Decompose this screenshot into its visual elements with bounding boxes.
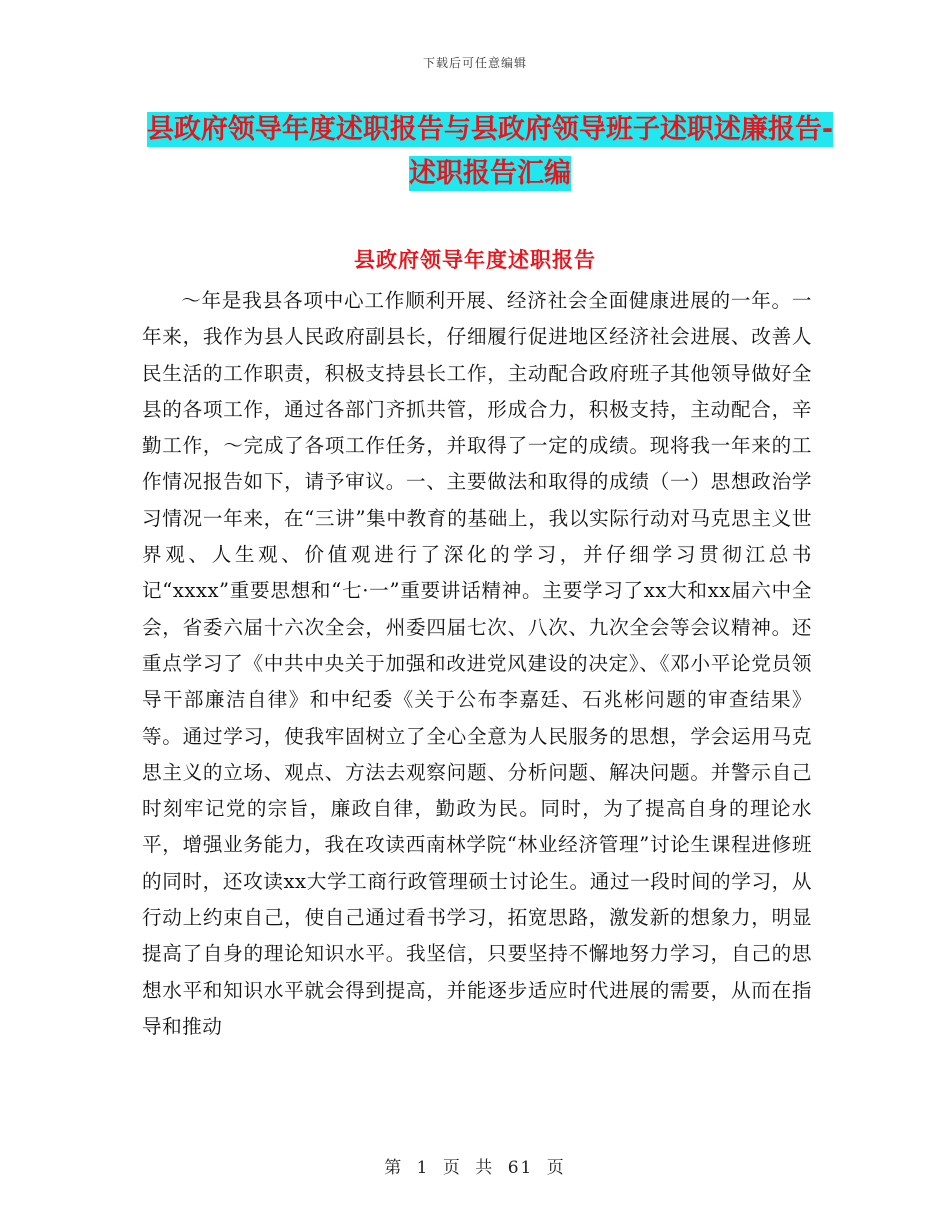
body-paragraph: ～年是我县各项中心工作顺利开展、经济社会全面健康进展的一年。一年来，我作为县人民政府副县长，仔细履行促进地区经济社会进展、改善人民生活的工作职责，积极支持县长工作，主动配合政府班子其他领导做好全县的各项工作，通过各部门齐抓共管，形成合力，积极支持，主动配合，辛勤工作，～完成了各项工作任务，并取得了一定的成绩。现将我一年来的工作情况报告如下，请予审议。一、主要做法和取得的成绩（一）思想政治学习情况一年来，在“三讲”集中教育的基础上，我以实际行动对马克思主义世界观、人生观、价值观进行了深化的学习，并仔细学习贯彻江总书记“xxxx”重要思想和“七·一”重要讲话精神。主要学习了xx大和xx届六中全会，省委六届十六次全会，州委四届七次、八次、九次全会等会议精神。还重点学习了《中共中央关于加强和改进党风建设的决定》、《邓小平论党员领导干部廉洁自律》和中纪委《关于公布李嘉廷、石兆彬问题的审查结果》等。通过学习，使我牢固树立了全心全意为人民服务的思想，学会运用马克思主义的立场、观点、方法去观察问题、分析问题、解决问题。并警示自己时刻牢记党的宗旨，廉政自律，勤政为民。同时，为了提高自身的理论水平，增强业务能力，我在攻读西南林学院“林业经济管理”讨论生课程进修班的同时，还攻读xx大学工商行政管理硕士讨论生。通过一段时间的学习，从行动上约束自己，使自己通过看书学习，拓宽思路，激发新的想象力，明显提高了自身的理论知识水平。我坚信，只要坚持不懈地努力学习，自己的思想水平和知识水平就会得到提高，并能逐步适应时代进展的需要，从而在指导和推动 (142, 289, 812, 1038)
header-note: 下载后可任意编辑 (422, 56, 527, 70)
page-footer: 第 1 页 共 61 页 (384, 1158, 566, 1178)
document-title-highlight: 县政府领导年度述职报告与县政府领导班子述职述廉报告-述职报告汇编 (146, 114, 834, 189)
document-title (140, 108, 840, 196)
section-title: 县政府领导年度述职报告 (354, 248, 596, 272)
